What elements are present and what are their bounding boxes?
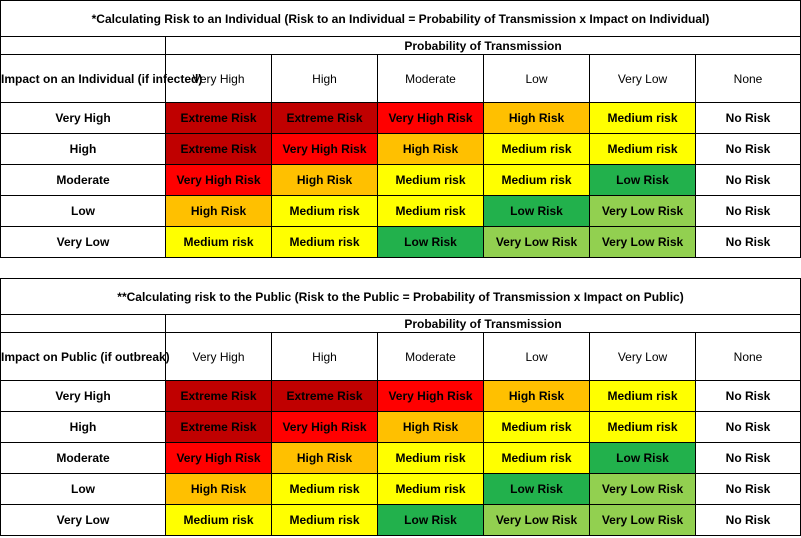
individual-risk-table (0, 0, 801, 258)
risk-cell: No Risk (696, 474, 801, 505)
risk-cell: Low Risk (484, 196, 590, 227)
risk-cell: No Risk (696, 443, 801, 474)
risk-cell: Medium risk (484, 443, 590, 474)
table-row (1, 227, 801, 258)
risk-cell: Low Risk (484, 474, 590, 505)
column-header: Low (484, 333, 590, 381)
row-header: Very Low (1, 505, 166, 536)
risk-cell: Very High Risk (166, 443, 272, 474)
risk-cell: Medium risk (378, 165, 484, 196)
risk-cell: Medium risk (378, 443, 484, 474)
risk-cell: Extreme Risk (166, 412, 272, 443)
risk-cell: Medium risk (378, 474, 484, 505)
risk-cell: Medium risk (590, 134, 696, 165)
risk-cell: Extreme Risk (166, 381, 272, 412)
probability-header: Probability of Transmission (166, 37, 801, 55)
column-header: Very High (166, 333, 272, 381)
blank-cell (1, 37, 166, 55)
column-header: Very Low (590, 55, 696, 103)
risk-cell: Extreme Risk (272, 381, 378, 412)
blank-cell (1, 315, 166, 333)
risk-cell: No Risk (696, 103, 801, 134)
risk-cell: No Risk (696, 165, 801, 196)
risk-cell: Medium risk (484, 165, 590, 196)
column-header: None (696, 333, 801, 381)
column-header: High (272, 55, 378, 103)
risk-cell: Extreme Risk (166, 103, 272, 134)
probability-header: Probability of Transmission (166, 315, 801, 333)
risk-cell: Very High Risk (166, 165, 272, 196)
risk-cell: High Risk (272, 165, 378, 196)
risk-cell: Very Low Risk (590, 474, 696, 505)
row-header: Very High (1, 103, 166, 134)
risk-cell: Very Low Risk (590, 227, 696, 258)
risk-cell: Medium risk (590, 103, 696, 134)
impact-header: Impact on Public (if outbreak) (1, 333, 166, 381)
risk-cell: High Risk (166, 474, 272, 505)
table-title: *Calculating Risk to an Individual (Risk to an Individual = Probability of Transmission x Impact on Individual) (1, 1, 801, 37)
table-row (1, 165, 801, 196)
risk-cell: Medium risk (166, 505, 272, 536)
table-row (1, 103, 801, 134)
risk-cell: Medium risk (272, 196, 378, 227)
risk-cell: Low Risk (378, 505, 484, 536)
row-header: Very Low (1, 227, 166, 258)
risk-cell: Medium risk (272, 505, 378, 536)
risk-cell: Medium risk (590, 412, 696, 443)
risk-cell: Very High Risk (272, 412, 378, 443)
risk-cell: No Risk (696, 505, 801, 536)
row-header: High (1, 412, 166, 443)
table-row (1, 381, 801, 412)
table-row (1, 412, 801, 443)
risk-cell: Very High Risk (378, 381, 484, 412)
risk-cell: Low Risk (378, 227, 484, 258)
risk-cell: High Risk (166, 196, 272, 227)
impact-header: Impact on an Individual (if infected) (1, 55, 166, 103)
risk-cell: Medium risk (484, 412, 590, 443)
column-header: Very Low (590, 333, 696, 381)
row-header: Moderate (1, 165, 166, 196)
row-header: Very High (1, 381, 166, 412)
risk-cell: Medium risk (166, 227, 272, 258)
table-row (1, 196, 801, 227)
risk-cell: Medium risk (484, 134, 590, 165)
risk-cell: Medium risk (272, 474, 378, 505)
risk-cell: Low Risk (590, 443, 696, 474)
table-row (1, 134, 801, 165)
risk-cell: High Risk (378, 412, 484, 443)
table-row (1, 505, 801, 536)
column-header: High (272, 333, 378, 381)
risk-cell: High Risk (272, 443, 378, 474)
risk-cell: Medium risk (378, 196, 484, 227)
row-header: Low (1, 474, 166, 505)
column-header: Very High (166, 55, 272, 103)
risk-cell: Very High Risk (378, 103, 484, 134)
public-risk-table (0, 278, 801, 536)
row-header: Low (1, 196, 166, 227)
table-row (1, 443, 801, 474)
risk-cell: High Risk (378, 134, 484, 165)
risk-cell: Very Low Risk (590, 505, 696, 536)
column-header: None (696, 55, 801, 103)
risk-cell: Low Risk (590, 165, 696, 196)
risk-cell: Very High Risk (272, 134, 378, 165)
risk-cell: Very Low Risk (590, 196, 696, 227)
column-header: Low (484, 55, 590, 103)
risk-cell: No Risk (696, 381, 801, 412)
risk-cell: Extreme Risk (272, 103, 378, 134)
risk-cell: High Risk (484, 381, 590, 412)
column-header: Moderate (378, 333, 484, 381)
risk-cell: Very Low Risk (484, 505, 590, 536)
row-header: Moderate (1, 443, 166, 474)
risk-cell: Medium risk (272, 227, 378, 258)
column-header: Moderate (378, 55, 484, 103)
risk-cell: No Risk (696, 134, 801, 165)
risk-cell: Extreme Risk (166, 134, 272, 165)
risk-cell: No Risk (696, 412, 801, 443)
table-row (1, 474, 801, 505)
risk-cell: No Risk (696, 196, 801, 227)
table-title: **Calculating risk to the Public (Risk to the Public = Probability of Transmission x Impact on Public) (1, 279, 801, 315)
risk-cell: Very Low Risk (484, 227, 590, 258)
risk-cell: No Risk (696, 227, 801, 258)
row-header: High (1, 134, 166, 165)
risk-cell: Medium risk (590, 381, 696, 412)
risk-cell: High Risk (484, 103, 590, 134)
